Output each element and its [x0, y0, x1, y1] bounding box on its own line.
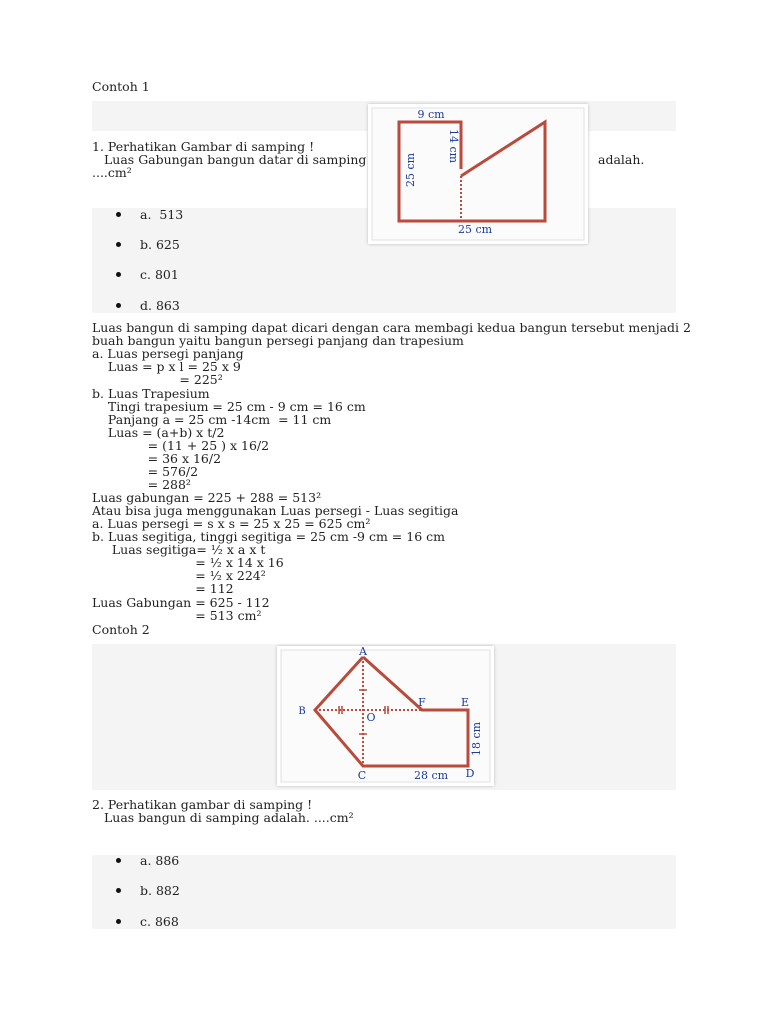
figure1-frame [368, 104, 588, 244]
figure2-label-o: O [366, 711, 376, 724]
option2-b[interactable]: b. 882 [140, 883, 180, 898]
solution-line: b. Luas Trapesium [92, 386, 210, 401]
figure2-label-bottom: 28 cm [413, 769, 449, 782]
question2-line1: 2. Perhatikan gambar di samping ! [92, 797, 313, 812]
figure2-label-right: 18 cm [470, 721, 483, 757]
solution-line: Tingi trapesium = 25 cm - 9 cm = 16 cm [92, 399, 366, 414]
example1-heading: Contoh 1 [92, 79, 150, 94]
option1-c[interactable]: c. 801 [140, 267, 179, 282]
solution-line: a. Luas persegi = s x s = 25 x 25 = 625 cm² [92, 516, 371, 531]
solution-line: = (11 + 25 ) x 16/2 [92, 438, 270, 453]
example2-heading: Contoh 2 [92, 622, 150, 637]
solution-line: a. Luas persegi panjang [92, 346, 244, 361]
figure2-frame [277, 646, 494, 786]
bullet [116, 272, 121, 277]
solution-line: b. Luas segitiga, tinggi segitiga = 25 cm -9 cm = 16 cm [92, 529, 445, 544]
option1-d[interactable]: d. 863 [140, 298, 180, 313]
bullet [116, 303, 121, 308]
solution-line: = ½ x 224² [92, 568, 266, 583]
bullet [116, 212, 121, 217]
option2-c[interactable]: c. 868 [140, 914, 179, 929]
option1-a[interactable]: a. 513 [140, 207, 184, 222]
figure2-label-d: D [465, 767, 475, 780]
solution-line: Luas bangun di samping dapat dicari dengan cara membagi kedua bangun tersebut menjadi 2 [92, 320, 691, 335]
option1-b[interactable]: b. 625 [140, 237, 180, 252]
figure2-label-a: A [359, 646, 367, 658]
solution-line: = 513 cm² [92, 608, 262, 623]
figure1-label-mid: 14 cm [447, 128, 460, 164]
question1-line3: ....cm² [92, 165, 132, 180]
solution-line: = ½ x 14 x 16 [92, 555, 284, 570]
solution-line: = 36 x 16/2 [92, 451, 222, 466]
question1-line2: Luas Gabungan bangun datar di samping [104, 152, 367, 167]
question2-line2: Luas bangun di samping adalah. ....cm² [104, 810, 354, 825]
option2-a[interactable]: a. 886 [140, 853, 180, 868]
figure1-label-top: 9 cm [417, 108, 445, 121]
question1-suffix: adalah. [598, 152, 645, 167]
solution-line: = 112 [92, 581, 234, 596]
solution-line: Luas segitiga= ½ x a x t [92, 542, 266, 557]
figure1-label-bottom: 25 cm [457, 223, 493, 236]
solution-line: Luas Gabungan = 625 - 112 [92, 595, 270, 610]
solution-line: = 225² [92, 372, 223, 387]
figure2-label-f: F [418, 696, 426, 709]
bullet [116, 888, 121, 893]
figure2-diagram [277, 646, 494, 786]
bullet [116, 858, 121, 863]
figure2-label-b: B [298, 706, 306, 717]
bullet [116, 242, 121, 247]
bullet [116, 919, 121, 924]
figure1-diagram [368, 104, 588, 244]
solution-line: = 288² [92, 477, 191, 492]
solution-line: Luas = p x l = 25 x 9 [92, 359, 241, 374]
solution-line: Atau bisa juga menggunakan Luas persegi - Luas segitiga [92, 503, 459, 518]
figure1-label-left: 25 cm [404, 152, 417, 188]
solution-line: = 576/2 [92, 464, 199, 479]
figure2-label-e: E [460, 696, 470, 709]
solution-line: Panjang a = 25 cm -14cm = 11 cm [92, 412, 332, 427]
solution-line: Luas gabungan = 225 + 288 = 513² [92, 490, 322, 505]
question1-line1: 1. Perhatikan Gambar di samping ! [92, 139, 315, 154]
solution-line: Luas = (a+b) x t/2 [92, 425, 225, 440]
solution-line: buah bangun yaitu bangun persegi panjang dan trapesium [92, 333, 464, 348]
figure2-label-c: C [357, 769, 367, 782]
